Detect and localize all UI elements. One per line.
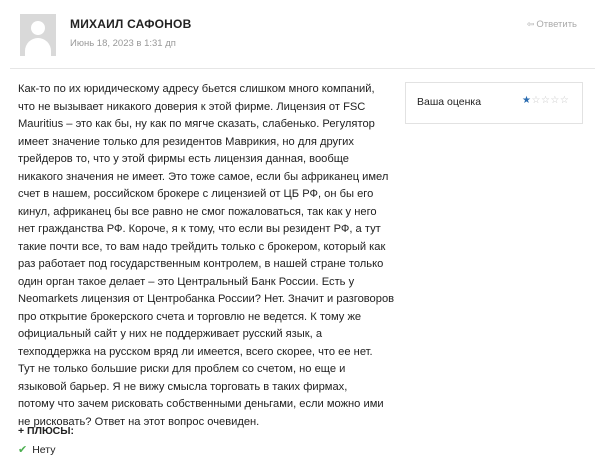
- star-icon[interactable]: ☆: [531, 95, 541, 106]
- star-icon[interactable]: ☆: [540, 95, 551, 106]
- star-icon[interactable]: ★: [522, 95, 532, 106]
- review-date: Июнь 18, 2023 в 1:31 дп: [70, 38, 176, 49]
- avatar: [20, 14, 56, 56]
- avatar-head-shape: [31, 21, 45, 35]
- review-header: [0, 0, 603, 68]
- rating-box: [405, 82, 583, 124]
- star-icon[interactable]: ☆: [559, 95, 570, 106]
- header-divider: [10, 68, 595, 69]
- review-author: МИХАИЛ САФОНОВ: [70, 17, 192, 31]
- avatar-body-shape: [25, 38, 51, 56]
- pros-item-label: Нету: [32, 444, 56, 456]
- reply-link[interactable]: [527, 19, 577, 30]
- rating-stars[interactable]: [522, 95, 569, 106]
- reply-label: Ответить: [536, 19, 577, 30]
- rating-label: Ваша оценка: [417, 96, 482, 108]
- star-icon[interactable]: ☆: [550, 95, 560, 106]
- reply-arrow-icon: ⇦: [526, 19, 535, 29]
- pros-title: + ПЛЮСЫ:: [18, 425, 75, 437]
- checkmark-icon: ✔: [18, 444, 28, 456]
- pros-item: [18, 443, 55, 456]
- review-text: Как-то по их юридическому адресу бьется слишком много компаний, что не вызывает никакого доверия к этой фирме. Лицензия от FSC Mauritius – это как бы, ну как по мягче сказать, слабенько. Регулятор имеет значение только для резидентов Маврикия, но для других трейдеров то, что у этой фирмы есть лицензия данная, вообще никакого значения не имеет. Это тоже самое, если бы африканец имел счет в нашем, российском брокере с лицензией от ЦБ РФ, он бы его кинул, африканец бы все равно не смог пожаловаться, так как у него нет гражданства РФ. Короче, я к тому, что если вы резидент РФ, а тут такие почти все, то вам надо трейдить только с брокером, который как раз работает под государственным контролем, в нашей стране только один орган такое делает – это Центральный Банк России. Есть у Neomarkets лицензия от Центробанка России? Нет. Значит и разговоров про открытие брокерского счета и торговлю не ведется. К тому же официальный сайт у них не поддерживает русский язык, а техподдержка на русском вряд ли имеется, всего скорее, что ее нет. Тут не только большие риски для проблем со счетом, но еще и языковой барьер. Я не вижу смысла торговать в таких фирмах, потому что зачем рисковать собственными деньгами, если можно ими не рисковать? Ответ на этот вопрос очевиден.: [18, 83, 395, 428]
